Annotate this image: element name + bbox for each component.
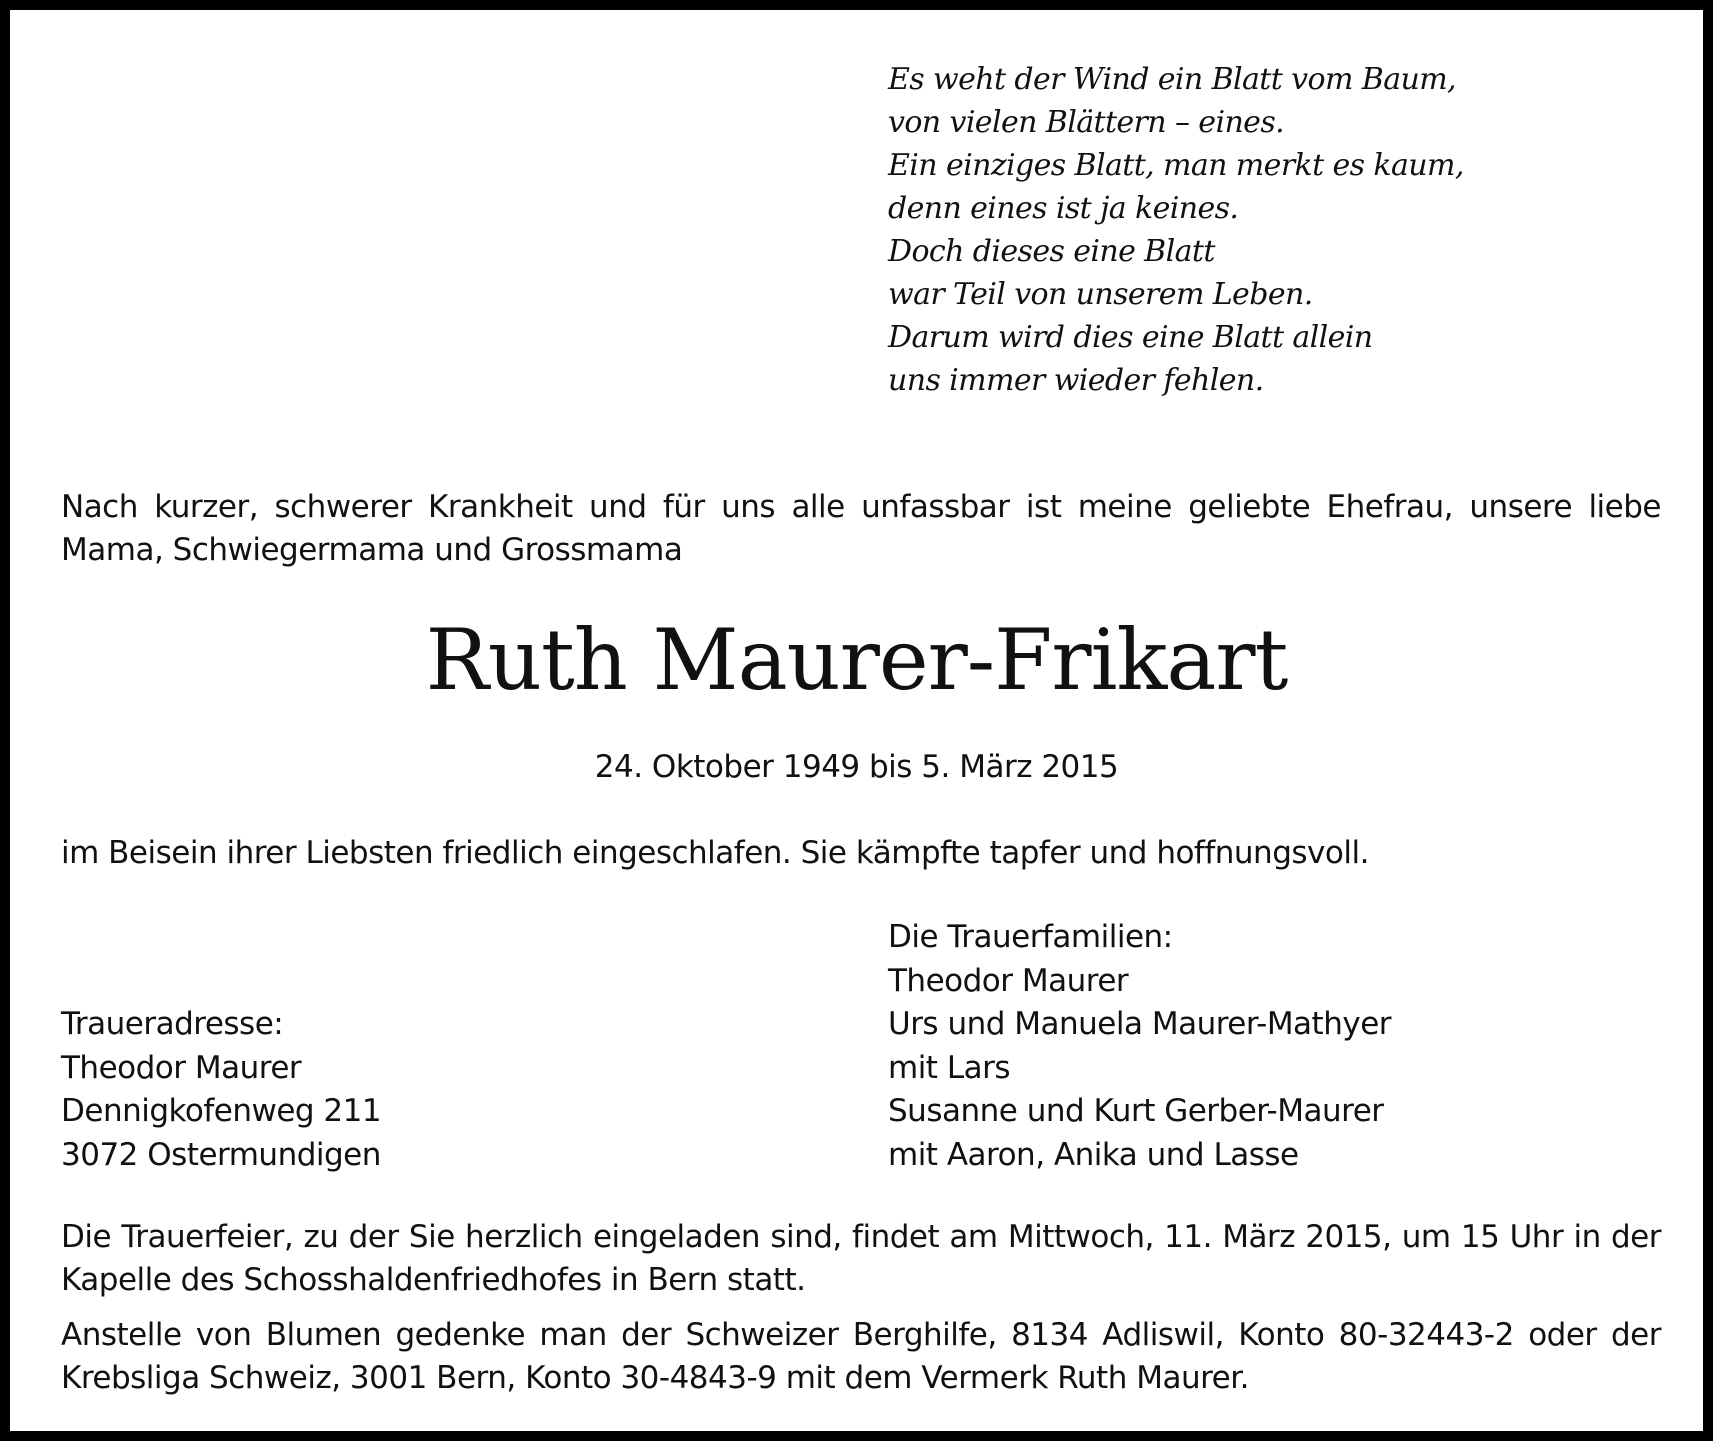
donation-paragraph: Anstelle von Blumen gedenke man der Schweizer Berghilfe, 8134 Adliswil, Konto 80-32443-2 oder der Krebsliga Schweiz, 3001 Bern, Konto 30-4843-9 mit dem Vermerk Ruth Maurer. <box>61 1317 1661 1396</box>
poem <box>888 58 1464 402</box>
poem-line: von vielen Blättern – eines. <box>888 105 1285 140</box>
ceremony-paragraph: Die Trauerfeier, zu der Sie herzlich eingeladen sind, findet am Mittwoch, 11. März 2015, um 15 Uhr in der Kapelle des Schosshaldenfriedhofes in Bern statt. <box>61 1219 1661 1298</box>
poem-line: uns immer wieder fehlen. <box>888 363 1264 398</box>
poem-line: Doch dieses eine Blatt <box>888 234 1215 269</box>
family-line: mit Aaron, Anika und Lasse <box>888 1136 1299 1173</box>
passing-paragraph: im Beisein ihrer Liebsten friedlich eingeschlafen. Sie kämpfte tapfer und hoffnungsvoll. <box>61 835 1369 871</box>
family-line: Theodor Maurer <box>888 962 1129 999</box>
address-label: Traueradresse: <box>61 1006 284 1042</box>
poem-line: Ein einziges Blatt, man merkt es kaum, <box>888 148 1464 183</box>
mourning-families <box>888 916 1391 1177</box>
intro-paragraph: Nach kurzer, schwerer Krankheit und für uns alle unfassbar ist meine geliebte Ehefrau, unsere liebe Mama, Schwiegermama und Grossmama <box>61 489 1661 568</box>
family-line: Susanne und Kurt Gerber-Maurer <box>888 1093 1384 1129</box>
poem-line: war Teil von unserem Leben. <box>888 277 1313 312</box>
address-line: Dennigkofenweg 211 <box>61 1093 382 1129</box>
poem-line: Es weht der Wind ein Blatt vom Baum, <box>888 62 1456 97</box>
life-dates: 24. Oktober 1949 bis 5. März 2015 <box>594 749 1119 785</box>
address-line: Theodor Maurer <box>61 1049 302 1086</box>
families-label: Die Trauerfamilien: <box>888 919 1173 955</box>
address-line: 3072 Ostermundigen <box>61 1136 381 1173</box>
family-line: mit Lars <box>888 1049 1010 1086</box>
poem-line: denn eines ist ja keines. <box>888 191 1239 226</box>
mourning-address <box>61 1003 381 1177</box>
deceased-name: Ruth Maurer-Frikart <box>425 611 1288 709</box>
family-line: Urs und Manuela Maurer-Mathyer <box>888 1006 1392 1042</box>
poem-line: Darum wird dies eine Blatt allein <box>888 320 1373 355</box>
